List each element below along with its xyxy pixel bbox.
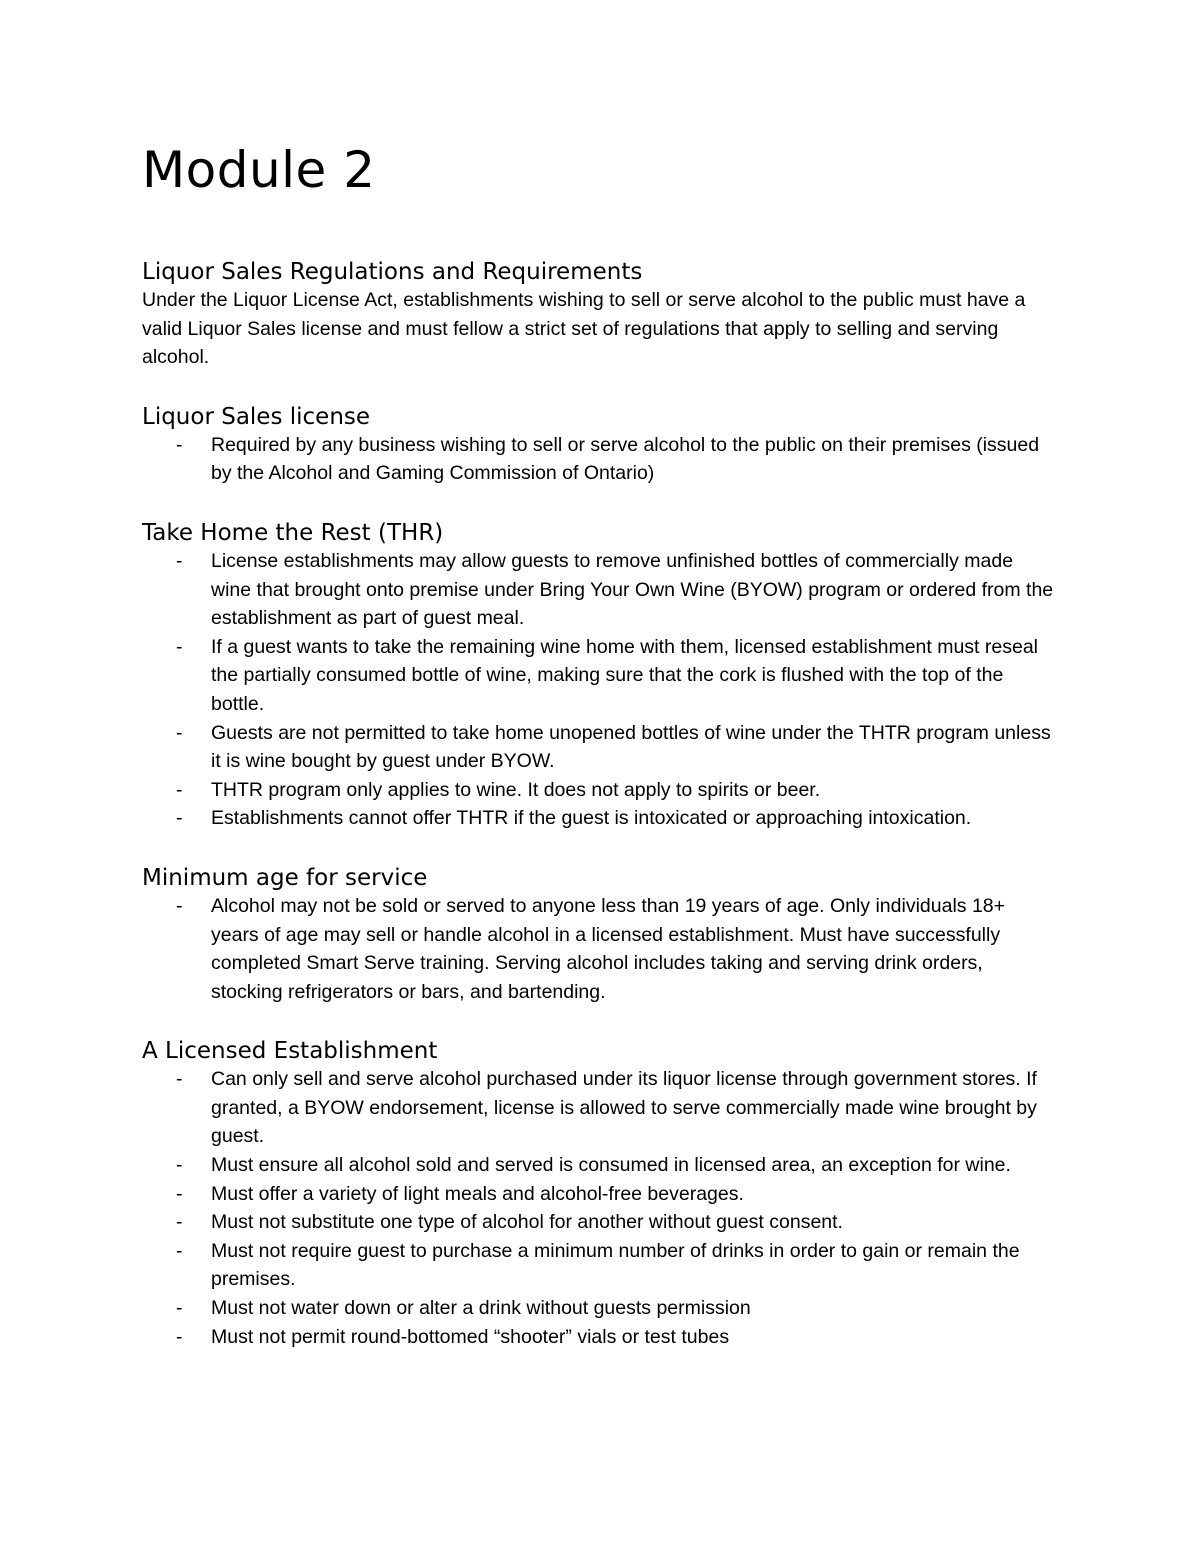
list-item-text: THTR program only applies to wine. It does not apply to spirits or beer.: [211, 778, 821, 801]
list-item: [142, 1065, 1056, 1151]
list-item: [142, 1294, 1056, 1323]
bullet-marker: -: [176, 1211, 183, 1234]
bullet-marker: -: [176, 1297, 183, 1320]
bullet-marker: -: [176, 1154, 183, 1177]
section-liquor-sales-regulations: [142, 258, 1062, 372]
bullet-list: [142, 1065, 1062, 1351]
list-item: [142, 1151, 1056, 1180]
bullet-marker: -: [176, 549, 183, 572]
list-item: [142, 804, 1056, 833]
list-item-text: Must not water down or alter a drink without guests permission: [211, 1297, 751, 1320]
list-item-text: Required by any business wishing to sell or serve alcohol to the public on their premises (issued by the Alcohol and Gaming Commission of Ontario): [211, 433, 1040, 485]
section-paragraph: Under the Liquor License Act, establishments wishing to sell or serve alcohol to the public must have a valid Liquor Sales license and must fellow a strict set of regulations that apply to selling and serving alcohol.: [142, 289, 1026, 369]
list-item-text: Must ensure all alcohol sold and served is consumed in licensed area, an exception for wine.: [211, 1154, 1011, 1177]
section-heading: A Licensed Establishment: [142, 1038, 438, 1065]
list-item: [142, 633, 1056, 719]
list-item-text: Can only sell and serve alcohol purchased under its liquor license through government stores. If granted, a BYOW endorsement, license is allowed to serve commercially made wine brought by guest.: [211, 1068, 1037, 1148]
section-heading: Minimum age for service: [142, 864, 428, 891]
bullet-marker: -: [176, 433, 183, 456]
bullet-list: [142, 431, 1062, 488]
bullet-list: [142, 892, 1062, 1006]
bullet-marker: -: [176, 1182, 183, 1205]
section-heading: Take Home the Rest (THR): [142, 519, 444, 546]
list-item: [142, 892, 1056, 1006]
list-item: [142, 1180, 1056, 1209]
list-item: [142, 719, 1056, 776]
list-item: [142, 1323, 1056, 1352]
section-minimum-age: [142, 864, 1062, 1006]
bullet-marker: -: [176, 635, 183, 658]
bullet-marker: -: [176, 778, 183, 801]
section-heading: Liquor Sales license: [142, 403, 371, 430]
list-item: [142, 431, 1056, 488]
list-item-text: Alcohol may not be sold or served to anyone less than 19 years of age. Only individuals 18+ years of age may sell or handle alcohol in a licensed establishment. Must have successfully completed Smart Serve training. Serving alcohol includes taking and serving drink orders, stocking refrigerators or bars, and bartending.: [211, 894, 1006, 1003]
section-liquor-sales-license: [142, 403, 1062, 488]
document-page: [142, 130, 1062, 1351]
list-item-text: Must not permit round-bottomed “shooter” vials or test tubes: [211, 1325, 730, 1348]
bullet-marker: -: [176, 1239, 183, 1262]
list-item-text: License establishments may allow guests to remove unfinished bottles of commercially made wine that brought onto premise under Bring Your Own Wine (BYOW) program or ordered from the establishment as part of guest meal.: [211, 549, 1054, 630]
list-item-text: Guests are not permitted to take home unopened bottles of wine under the THTR program unless it is wine bought by guest under BYOW.: [211, 721, 1051, 773]
section-heading: Liquor Sales Regulations and Requirements: [142, 259, 643, 285]
bullet-list: [142, 547, 1062, 833]
section-take-home-the-rest: [142, 519, 1062, 833]
section-licensed-establishment: [142, 1037, 1062, 1351]
list-item-text: Establishments cannot offer THTR if the guest is intoxicated or approaching intoxication.: [211, 807, 972, 830]
bullet-marker: -: [176, 1325, 183, 1348]
bullet-marker: -: [176, 1068, 183, 1091]
list-item: [142, 776, 1056, 805]
list-item-text: If a guest wants to take the remaining wine home with them, licensed establishment must reseal the partially consumed bottle of wine, making sure that the cork is flushed with the top of the bottle.: [211, 635, 1038, 715]
bullet-marker: -: [176, 807, 183, 830]
page-title: Module 2: [142, 141, 376, 199]
list-item-text: Must offer a variety of light meals and alcohol-free beverages.: [211, 1182, 744, 1205]
list-item: [142, 1208, 1056, 1237]
bullet-marker: -: [176, 721, 183, 744]
list-item: [142, 547, 1056, 633]
list-item-text: Must not substitute one type of alcohol for another without guest consent.: [211, 1211, 843, 1234]
bullet-marker: -: [176, 894, 183, 917]
list-item-text: Must not require guest to purchase a minimum number of drinks in order to gain or remain the premises.: [211, 1239, 1020, 1291]
list-item: [142, 1237, 1056, 1294]
